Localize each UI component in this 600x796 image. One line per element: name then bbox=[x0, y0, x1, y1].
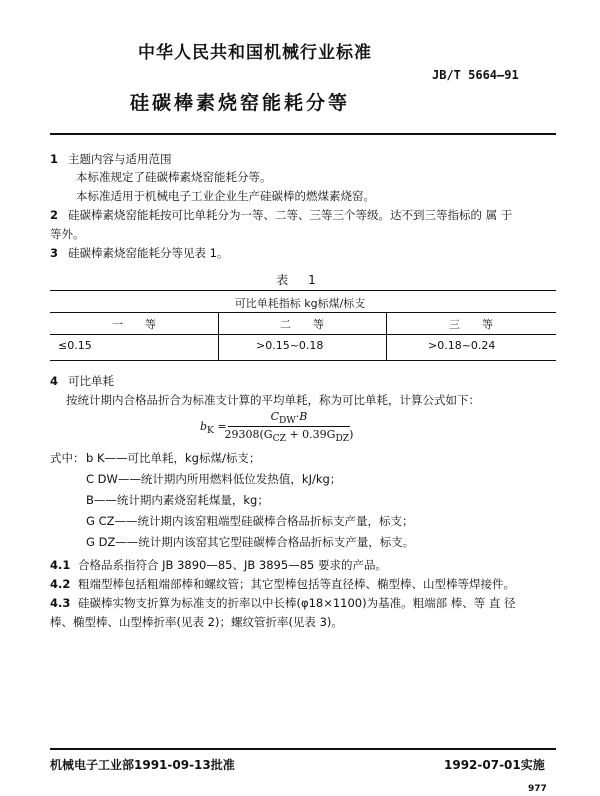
definition-gdz: G DZ——统计期内该窑其它型硅碳棒合格品折标支产量，标支。 bbox=[86, 535, 415, 549]
formula-lhs: $b_K$ = bbox=[200, 420, 227, 437]
table-column-1: 一 等 bbox=[112, 318, 156, 331]
standard-title: 中华人民共和国机械行业标准 bbox=[138, 43, 372, 63]
section-number: 4 bbox=[50, 374, 59, 388]
document-title: 硅碳棒素烧窑能耗分等 bbox=[130, 92, 351, 114]
formula-numerator bbox=[228, 410, 350, 426]
formula-den-subscript-2: DZ bbox=[335, 433, 350, 445]
section-number: 1 bbox=[50, 152, 59, 166]
section-number: 2 bbox=[50, 208, 59, 222]
section-number: 3 bbox=[50, 246, 59, 260]
formula-den-start: 29308(G bbox=[224, 428, 273, 441]
subsection-4-1 bbox=[50, 556, 387, 575]
table-vline-2 bbox=[386, 312, 387, 360]
section-1-heading bbox=[50, 150, 172, 169]
subsection-number: 4.1 bbox=[50, 558, 71, 572]
header-divider bbox=[50, 133, 556, 135]
page-number: 977 bbox=[528, 784, 547, 794]
table-vline-1 bbox=[218, 312, 219, 360]
subsection-4-3-line-1 bbox=[50, 594, 516, 613]
definition-b: B——统计期内素烧窑耗煤量，kg； bbox=[86, 493, 269, 507]
implementation-date: 1992-07-01实施 bbox=[444, 758, 545, 772]
formula-lhs-subscript: K bbox=[207, 425, 214, 437]
section-2-line-1 bbox=[50, 206, 512, 225]
footer-divider bbox=[50, 748, 556, 750]
subsection-text: 合格品系指符合 JB 3890—85、JB 3895—85 要求的产品。 bbox=[78, 558, 387, 572]
definition-cdw: C DW——统计期内所用燃料低位发热值，kJ/kg； bbox=[86, 472, 342, 486]
subsection-4-2 bbox=[50, 575, 515, 594]
table-bottom-border bbox=[50, 360, 556, 361]
table-value-3: >0.18~0.24 bbox=[428, 339, 496, 352]
section-2-line-2: 等外。 bbox=[50, 227, 85, 241]
formula-denominator bbox=[222, 428, 356, 444]
table-top-border bbox=[50, 290, 556, 291]
formula-num-rest: ·B bbox=[295, 410, 308, 423]
table-row-divider bbox=[50, 334, 556, 335]
formula-num-symbol: C bbox=[270, 410, 280, 423]
subsection-4-3-line-2: 棒、椭型棒、山型棒折率(见表 2)；螺纹管折率(见表 3)。 bbox=[50, 615, 343, 629]
formula-num-subscript: DW bbox=[279, 415, 296, 427]
approval-date: 机械电子工业部1991-09-13批准 bbox=[50, 758, 235, 772]
section-title: 主题内容与适用范围 bbox=[68, 152, 172, 166]
definition-bk: b K——可比单耗，kg标煤/标支； bbox=[86, 451, 261, 465]
section-4-intro: 按统计期内合格品折合为标准支计算的平均单耗，称为可比单耗，计算公式如下： bbox=[66, 393, 480, 407]
formula-den-subscript-1: CZ bbox=[272, 433, 286, 445]
subsection-text: 硅碳棒实物支折算为标准支的折率以中长棒(φ18×1100)为基准。粗端部 棒、等 直 径 bbox=[78, 596, 516, 610]
section-title: 可比单耗 bbox=[68, 374, 114, 388]
table-column-2: 二 等 bbox=[280, 318, 324, 331]
formula-den-end: ) bbox=[349, 428, 354, 441]
section-1-paragraph-1: 本标准规定了硅碳棒素烧窑能耗分等。 bbox=[76, 170, 272, 184]
table-title: 表 1 bbox=[276, 273, 324, 287]
definition-gcz: G CZ——统计期内该窑粗端型硅碳棒合格品折标支产量，标支； bbox=[86, 514, 414, 528]
formula-den-mid: + 0.39G bbox=[285, 428, 336, 441]
subsection-text: 粗端型棒包括粗端部棒和螺纹管；其它型棒包括等直径棒、椭型棒、山型棒等焊接件。 bbox=[78, 577, 515, 591]
section-4-heading bbox=[50, 372, 114, 391]
section-3 bbox=[50, 244, 228, 263]
standard-number: JB/T 5664—91 bbox=[432, 68, 519, 82]
definitions-prefix: 式中： bbox=[50, 451, 85, 465]
table-header-divider bbox=[50, 312, 556, 313]
subsection-number: 4.3 bbox=[50, 596, 71, 610]
table-header: 可比单耗指标 kg标煤/标支 bbox=[234, 297, 366, 310]
section-3-text: 硅碳棒素烧窑能耗分等见表 1。 bbox=[68, 246, 229, 260]
table-column-3: 三 等 bbox=[449, 318, 493, 331]
section-1-paragraph-2: 本标准适用于机械电子工业企业生产硅碳棒的燃煤素烧窑。 bbox=[76, 189, 375, 203]
table-value-2: >0.15~0.18 bbox=[256, 339, 324, 352]
formula-fraction-bar bbox=[228, 426, 350, 427]
subsection-number: 4.2 bbox=[50, 577, 71, 591]
formula-lhs-symbol: b bbox=[200, 420, 208, 433]
section-2-text: 硅碳棒素烧窑能耗按可比单耗分为一等、二等、三等三个等级。达不到三等指标的 属 于 bbox=[68, 208, 513, 222]
table-value-1: ≤0.15 bbox=[58, 339, 92, 352]
